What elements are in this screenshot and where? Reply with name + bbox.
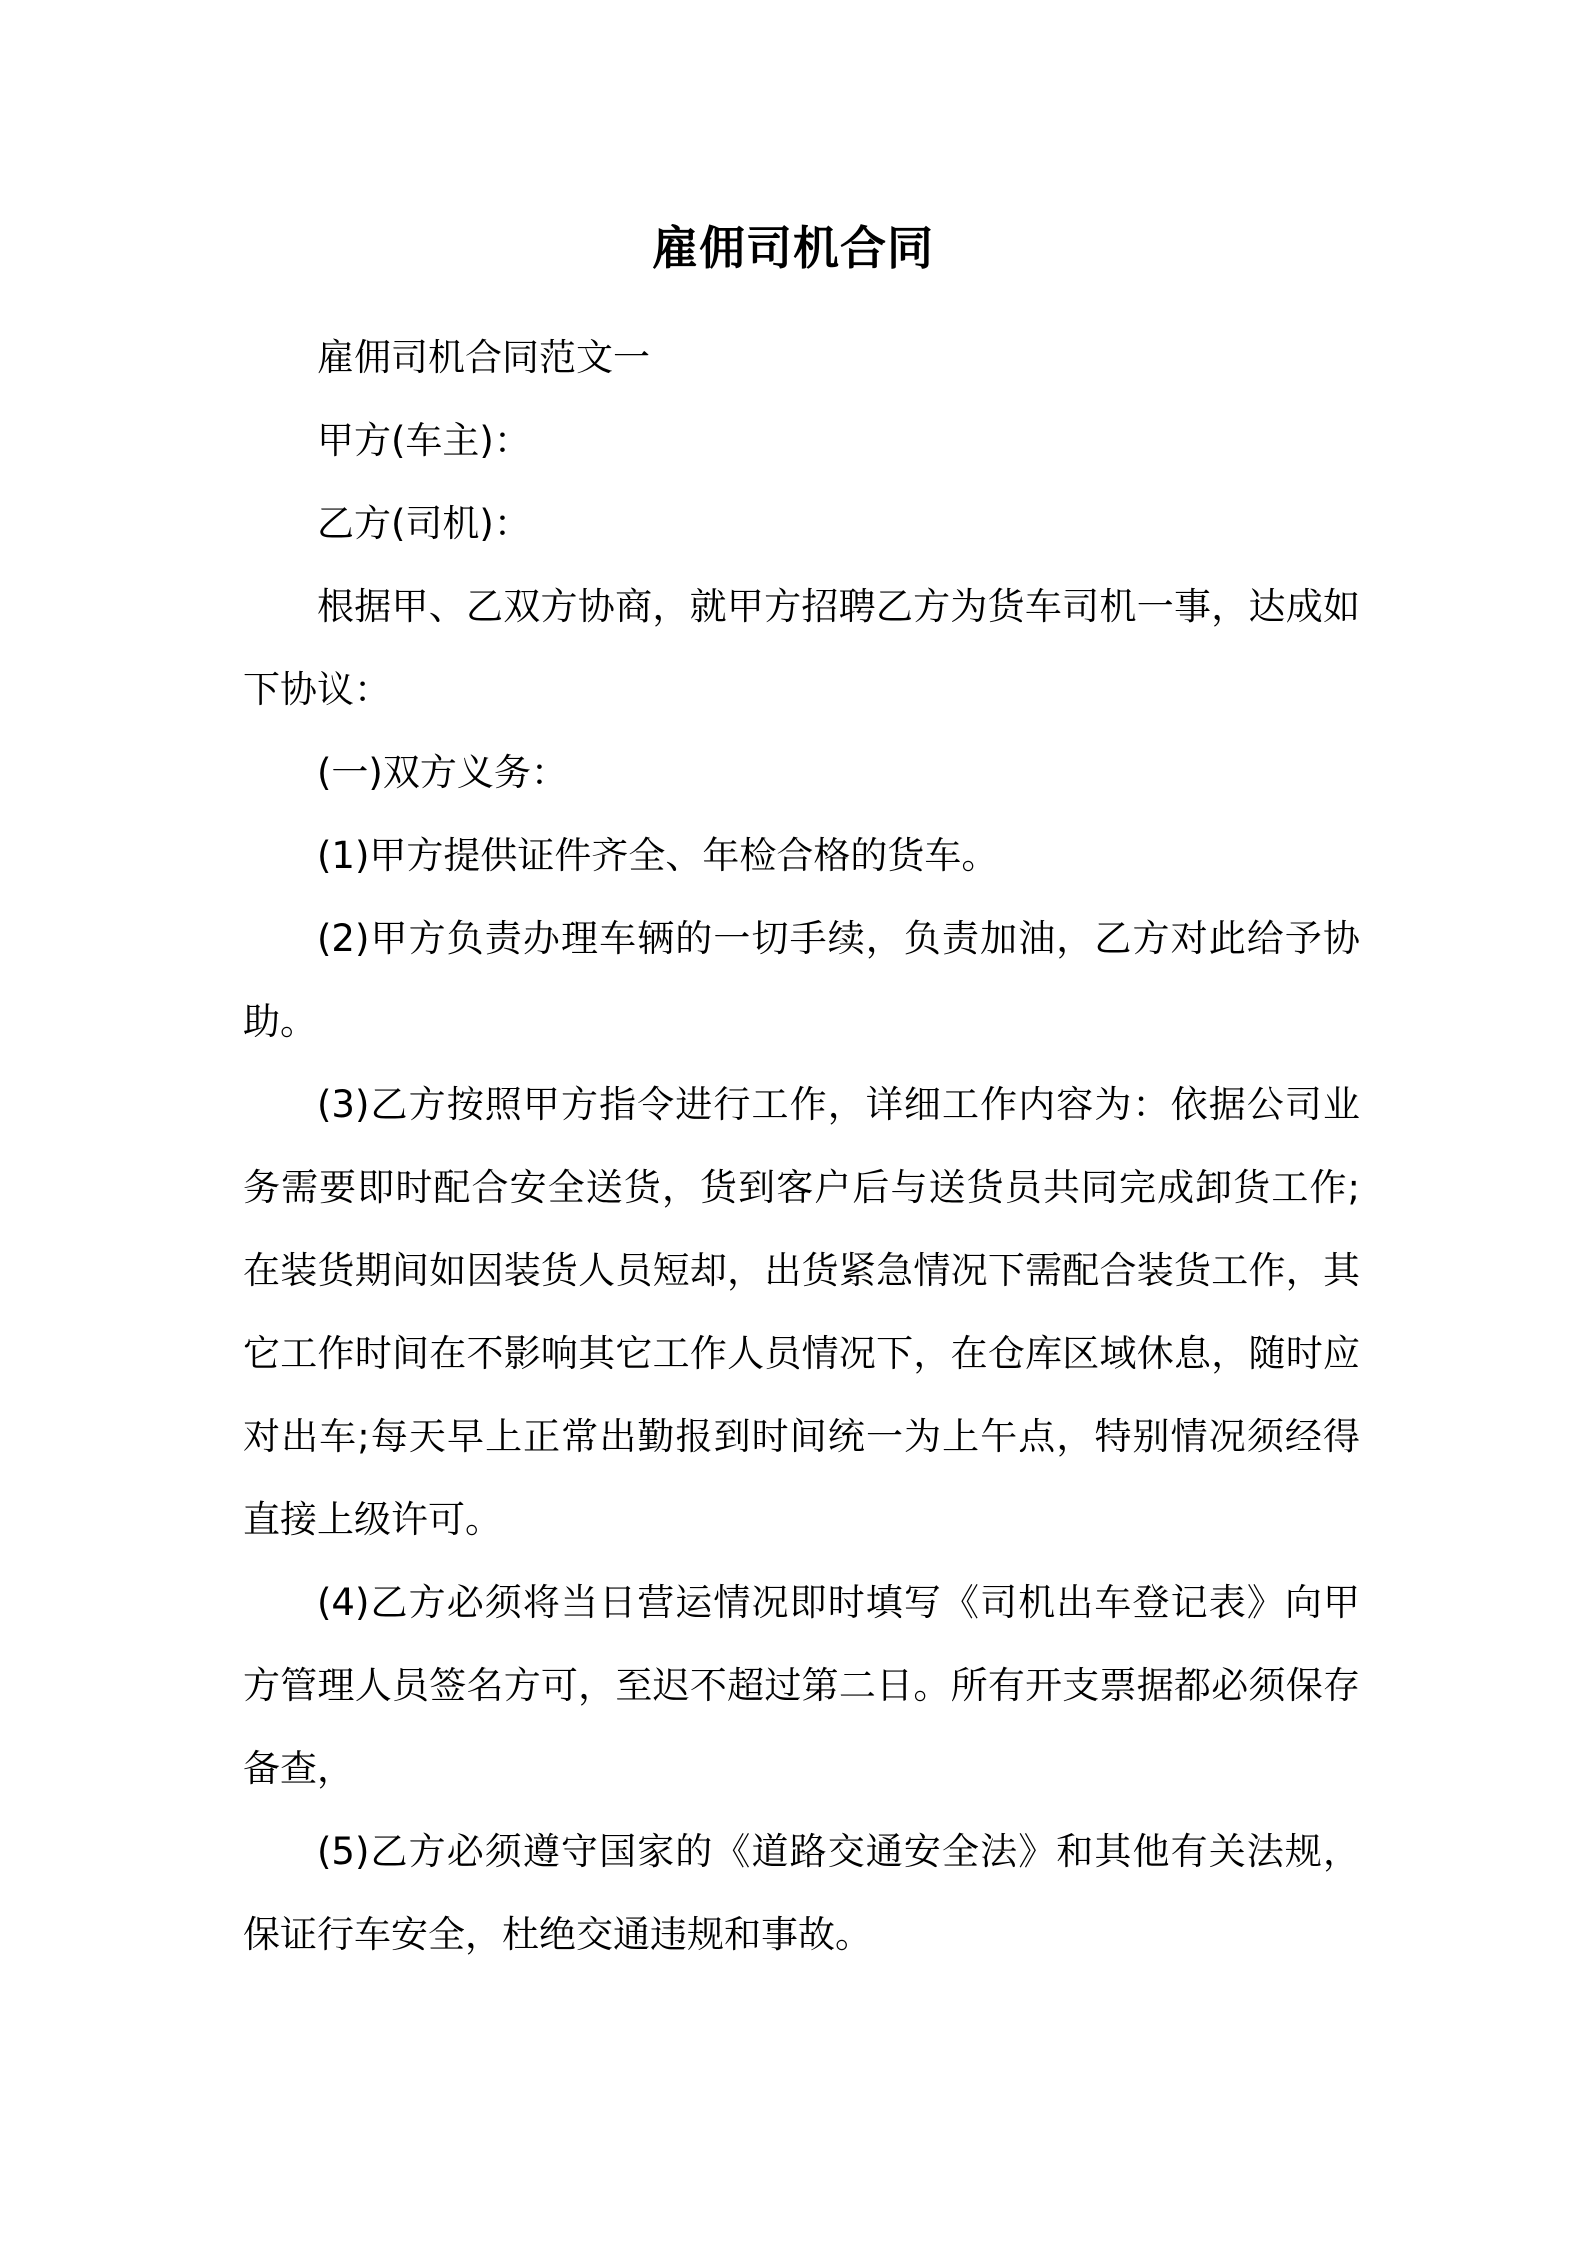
paragraph-party-b: 乙方(司机)： xyxy=(317,502,531,545)
paragraph-subtitle: 雇佣司机合同范文一 xyxy=(317,336,650,379)
paragraph-clause-3: (3)乙方按照甲方指令进行工作，详细工作内容为：依据公司业务需要即时配合安全送货，货到客户后与送货员共同完成卸货工作;在装货期间如因装货人员短却，出货紧急情况下需配合装货工作，其它工作时间在不影响其它工作人员情况下，在仓库区域休息，随时应对出车;每天早上正常出勤报到时间统一为上午点，特别情况须经得直接上级许可。 xyxy=(243,1083,1360,1541)
paragraph-party-a: 甲方(车主)： xyxy=(317,419,531,462)
document-body xyxy=(243,316,1360,1976)
paragraph-clause-4: (4)乙方必须将当日营运情况即时填写《司机出车登记表》向甲方管理人员签名方可，至迟不超过第二日。所有开支票据都必须保存备查， xyxy=(243,1581,1360,1790)
paragraph-clause-2: (2)甲方负责办理车辆的一切手续，负责加油，乙方对此给予协助。 xyxy=(243,917,1360,1043)
paragraph-clause-5: (5)乙方必须遵守国家的《道路交通安全法》和其他有关法规，保证行车安全，杜绝交通违规和事故。 xyxy=(243,1830,1360,1956)
paragraph-agreement-intro: 根据甲、乙双方协商，就甲方招聘乙方为货车司机一事，达成如下协议： xyxy=(243,585,1360,711)
paragraph-clause-1: (1)甲方提供证件齐全、年检合格的货车。 xyxy=(317,834,999,877)
document-title: 雇佣司机合同 xyxy=(652,221,934,275)
paragraph-section-heading: (一)双方义务： xyxy=(317,751,568,794)
